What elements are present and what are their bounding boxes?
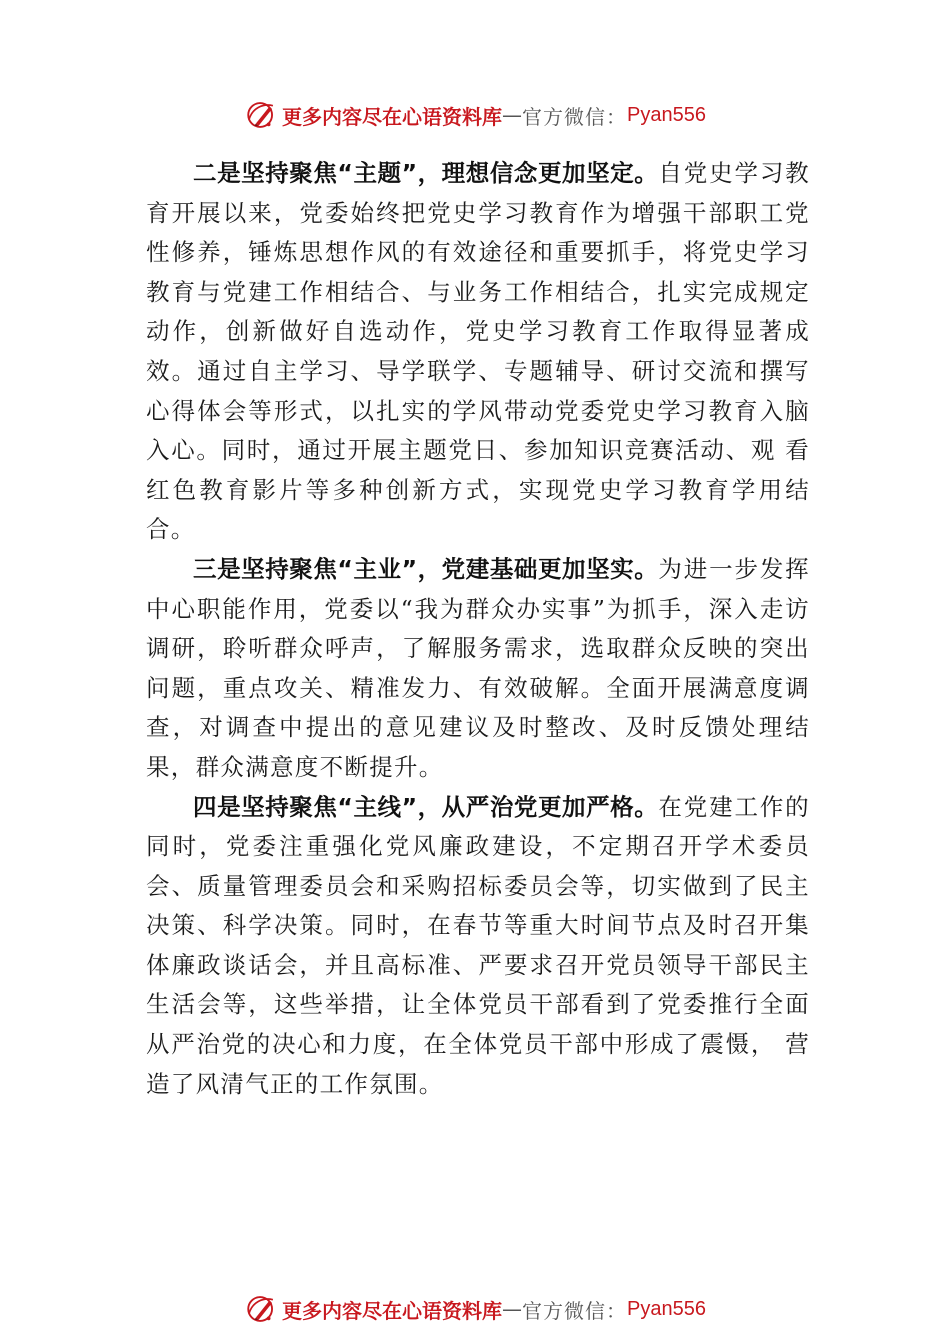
banner-separator: — [502, 1297, 523, 1321]
footer-banner [0, 1289, 950, 1329]
paragraph-body: 为进一步发挥中心职能作用，党委以“我为群众办实事”为抓手，深入走访调研，聆听群众呼声，了解服务需求，选取群众反映的突出问题，重点攻关、精准发力、有效破解。全面开展满意度调查，对调查中提出的意见建议及时整改、及时反馈处理结果，群众满意度不断提升。 [146, 554, 810, 781]
banner-separator: — [502, 103, 523, 127]
banner-site-text: 更多内容尽在心语资料库 [282, 104, 503, 129]
banner-label: 官方微信： [522, 104, 628, 129]
paragraph-main-line [146, 788, 810, 1105]
header-banner [0, 95, 950, 135]
banner-wechat-id: Pyan556 [627, 1297, 706, 1320]
pen-nib-logo-icon [244, 1292, 278, 1326]
paragraph-body: 自党史学习教育开展以来，党委始终把党史学习教育作为增强干部职工党性修养，锤炼思想作风的有效途径和重要抓手，将党史学习教育与党建工作相结合、与业务工作相结合，扎实完成规定动作，创新做好自选动作，党史学习教育工作取得显著成效。通过自主学习、导学联学、专题辅导、研讨交流和撰写心得体会等形式，以扎实的学风带动党委党史学习教育入脑入心。同时，通过开展主题党日、参加知识竞赛活动、观 看红色教育影片等多种创新方式，实现党史学习教育学用结合。 [146, 159, 810, 544]
paragraph-lead: 二是坚持聚焦“主题”，理想信念更加坚定。 [193, 159, 659, 187]
paragraph-lead: 四是坚持聚焦“主线”，从严治党更加严格。 [193, 792, 659, 821]
banner-label: 官方微信： [522, 1298, 628, 1323]
paragraph-main-business [146, 550, 810, 788]
banner-site-text: 更多内容尽在心语资料库 [282, 1298, 503, 1323]
pen-nib-logo-icon [244, 98, 278, 132]
paragraph-theme [146, 154, 810, 550]
paragraph-lead: 三是坚持聚焦“主业”，党建基础更加坚实。 [193, 554, 659, 583]
banner-wechat-id: Pyan556 [627, 103, 706, 126]
paragraph-body: 在党建工作的同时，党委注重强化党风廉政建设，不定期召开学术委员会、质量管理委员会和采购招标委员会等，切实做到了民主决策、科学决策。同时，在春节等重大时间节点及时召开集体廉政谈话会，并且高标准、严要求召开党员领导干部民主生活会等，这些举措，让全体党员干部看到了党委推行全面从严治党的决心和力度，在全体党员干部中形成了震慑， 营造了风清气正的工作氛围。 [146, 792, 810, 1098]
document-body [146, 154, 810, 1104]
